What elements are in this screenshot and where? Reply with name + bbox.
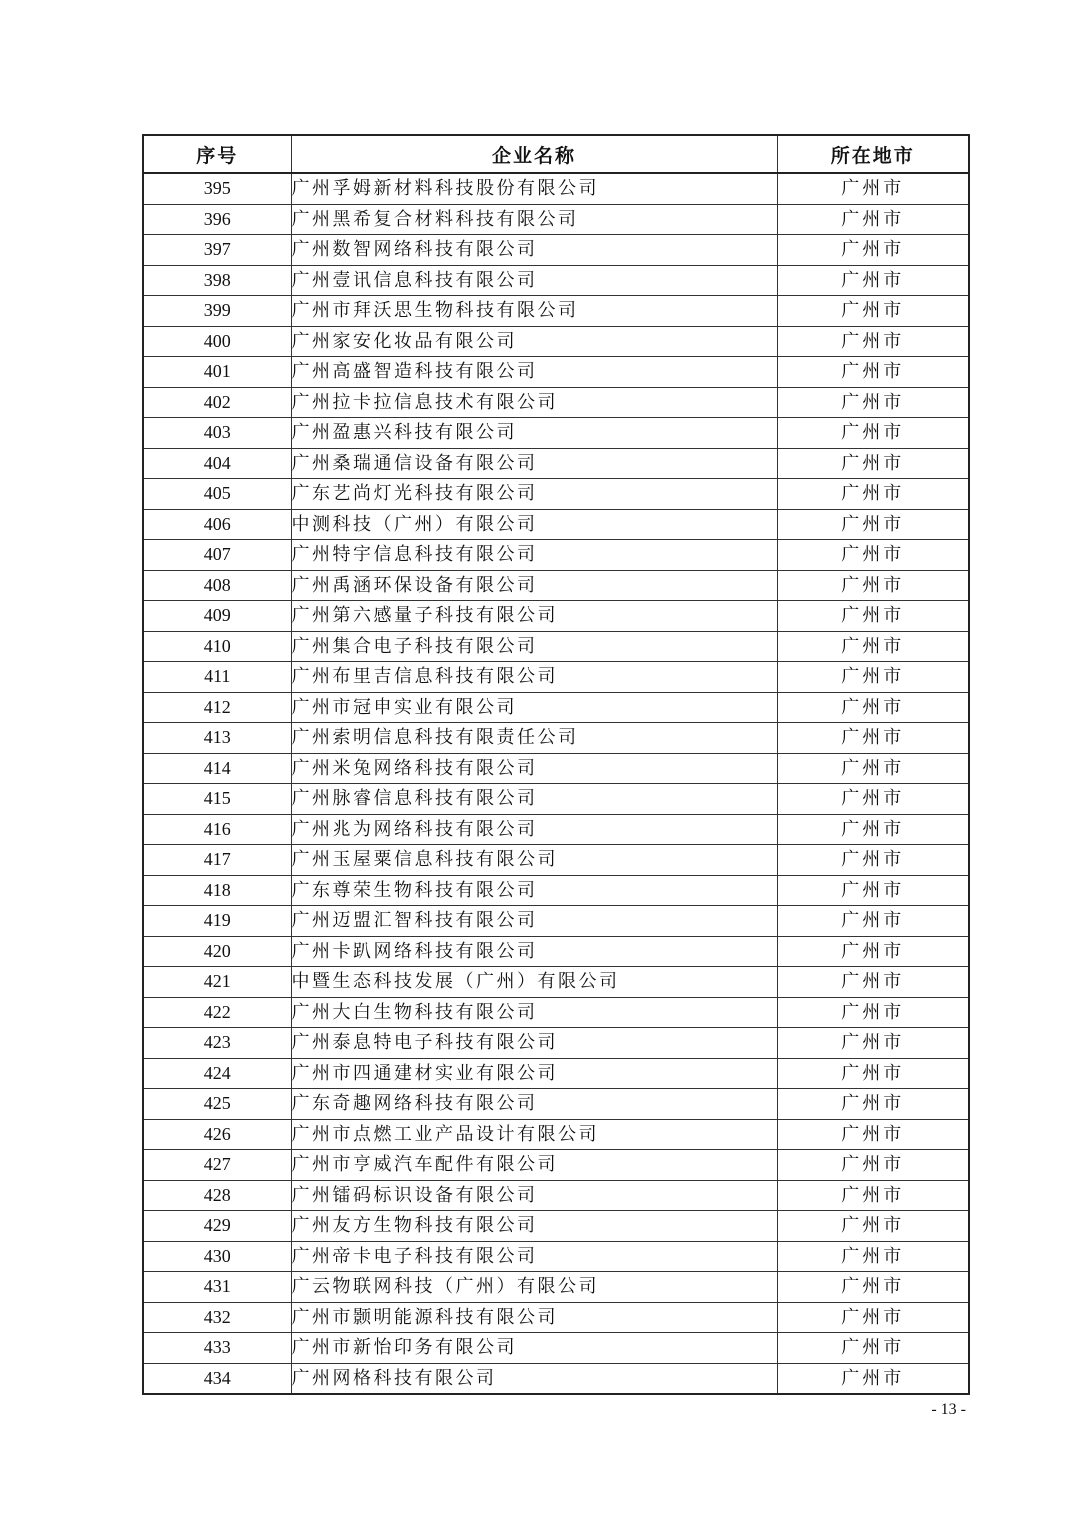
row-index: 399 xyxy=(143,296,291,327)
row-city: 广州市 xyxy=(777,265,969,296)
row-index: 409 xyxy=(143,601,291,632)
table-row xyxy=(143,692,969,723)
row-city: 广州市 xyxy=(777,1058,969,1089)
row-index: 426 xyxy=(143,1119,291,1150)
table-row xyxy=(143,1119,969,1150)
table-row xyxy=(143,1302,969,1333)
row-index: 408 xyxy=(143,570,291,601)
header-city: 所在地市 xyxy=(777,135,969,173)
row-name: 广州市拜沃思生物科技有限公司 xyxy=(291,296,777,327)
row-index: 405 xyxy=(143,479,291,510)
row-name: 中暨生态科技发展（广州）有限公司 xyxy=(291,967,777,998)
table-row xyxy=(143,723,969,754)
row-city: 广州市 xyxy=(777,662,969,693)
table-row xyxy=(143,1089,969,1120)
row-city: 广州市 xyxy=(777,753,969,784)
row-city: 广州市 xyxy=(777,1363,969,1394)
row-name: 广州泰息特电子科技有限公司 xyxy=(291,1028,777,1059)
row-city: 广州市 xyxy=(777,570,969,601)
row-name: 广州壹讯信息科技有限公司 xyxy=(291,265,777,296)
row-name: 广州拉卡拉信息技术有限公司 xyxy=(291,387,777,418)
row-name: 广州脉睿信息科技有限公司 xyxy=(291,784,777,815)
table-row xyxy=(143,265,969,296)
row-name: 广州玉屋粟信息科技有限公司 xyxy=(291,845,777,876)
table-row xyxy=(143,448,969,479)
table-row xyxy=(143,601,969,632)
row-index: 406 xyxy=(143,509,291,540)
table-row xyxy=(143,875,969,906)
table-row xyxy=(143,540,969,571)
row-index: 419 xyxy=(143,906,291,937)
row-index: 425 xyxy=(143,1089,291,1120)
row-name: 广州网格科技有限公司 xyxy=(291,1363,777,1394)
row-city: 广州市 xyxy=(777,1119,969,1150)
row-city: 广州市 xyxy=(777,1028,969,1059)
row-city: 广州市 xyxy=(777,1272,969,1303)
row-name: 广州高盛智造科技有限公司 xyxy=(291,357,777,388)
table-row xyxy=(143,662,969,693)
row-city: 广州市 xyxy=(777,448,969,479)
row-city: 广州市 xyxy=(777,875,969,906)
row-index: 411 xyxy=(143,662,291,693)
table-row xyxy=(143,1180,969,1211)
row-index: 401 xyxy=(143,357,291,388)
table-row xyxy=(143,997,969,1028)
table-row xyxy=(143,357,969,388)
row-name: 广州数智网络科技有限公司 xyxy=(291,235,777,266)
row-city: 广州市 xyxy=(777,723,969,754)
row-index: 398 xyxy=(143,265,291,296)
row-index: 400 xyxy=(143,326,291,357)
row-city: 广州市 xyxy=(777,1302,969,1333)
row-index: 412 xyxy=(143,692,291,723)
table-row xyxy=(143,1150,969,1181)
row-name: 广州卡趴网络科技有限公司 xyxy=(291,936,777,967)
row-city: 广州市 xyxy=(777,784,969,815)
table-row xyxy=(143,326,969,357)
row-index: 420 xyxy=(143,936,291,967)
row-name: 广州大白生物科技有限公司 xyxy=(291,997,777,1028)
row-city: 广州市 xyxy=(777,204,969,235)
row-index: 407 xyxy=(143,540,291,571)
row-name: 广州盈惠兴科技有限公司 xyxy=(291,418,777,449)
table-row xyxy=(143,509,969,540)
page-number: - 13 - xyxy=(931,1401,966,1418)
row-name: 广州市亨威汽车配件有限公司 xyxy=(291,1150,777,1181)
row-index: 417 xyxy=(143,845,291,876)
table-row xyxy=(143,1058,969,1089)
row-city: 广州市 xyxy=(777,1150,969,1181)
row-city: 广州市 xyxy=(777,1333,969,1364)
table-header-row xyxy=(143,135,969,173)
row-city: 广州市 xyxy=(777,418,969,449)
row-name: 广州桑瑞通信设备有限公司 xyxy=(291,448,777,479)
row-index: 424 xyxy=(143,1058,291,1089)
table-row xyxy=(143,1211,969,1242)
row-name: 广州家安化妆品有限公司 xyxy=(291,326,777,357)
row-name: 中测科技（广州）有限公司 xyxy=(291,509,777,540)
row-index: 434 xyxy=(143,1363,291,1394)
table-row xyxy=(143,1241,969,1272)
row-name: 广州市冠申实业有限公司 xyxy=(291,692,777,723)
row-city: 广州市 xyxy=(777,631,969,662)
row-index: 430 xyxy=(143,1241,291,1272)
row-index: 404 xyxy=(143,448,291,479)
table-row xyxy=(143,387,969,418)
table-row xyxy=(143,1272,969,1303)
table-row xyxy=(143,479,969,510)
row-city: 广州市 xyxy=(777,906,969,937)
row-index: 395 xyxy=(143,173,291,204)
table-row xyxy=(143,570,969,601)
table-row xyxy=(143,418,969,449)
row-city: 广州市 xyxy=(777,479,969,510)
row-name: 广州布里吉信息科技有限公司 xyxy=(291,662,777,693)
row-name: 广州市颢明能源科技有限公司 xyxy=(291,1302,777,1333)
table-row xyxy=(143,753,969,784)
row-name: 广州兆为网络科技有限公司 xyxy=(291,814,777,845)
table-row xyxy=(143,296,969,327)
row-index: 433 xyxy=(143,1333,291,1364)
row-name: 广州市新怡印务有限公司 xyxy=(291,1333,777,1364)
row-city: 广州市 xyxy=(777,936,969,967)
row-index: 418 xyxy=(143,875,291,906)
header-index: 序号 xyxy=(143,135,291,173)
row-index: 413 xyxy=(143,723,291,754)
table-row xyxy=(143,204,969,235)
row-name: 广州市四通建材实业有限公司 xyxy=(291,1058,777,1089)
row-name: 广东奇趣网络科技有限公司 xyxy=(291,1089,777,1120)
row-city: 广州市 xyxy=(777,540,969,571)
row-city: 广州市 xyxy=(777,997,969,1028)
row-index: 431 xyxy=(143,1272,291,1303)
row-index: 402 xyxy=(143,387,291,418)
row-index: 422 xyxy=(143,997,291,1028)
row-city: 广州市 xyxy=(777,1211,969,1242)
row-index: 414 xyxy=(143,753,291,784)
table-row xyxy=(143,814,969,845)
table-row xyxy=(143,784,969,815)
row-name: 广州帝卡电子科技有限公司 xyxy=(291,1241,777,1272)
row-index: 410 xyxy=(143,631,291,662)
row-index: 403 xyxy=(143,418,291,449)
row-city: 广州市 xyxy=(777,845,969,876)
table-row xyxy=(143,906,969,937)
row-name: 广州禹涵环保设备有限公司 xyxy=(291,570,777,601)
row-city: 广州市 xyxy=(777,326,969,357)
row-index: 423 xyxy=(143,1028,291,1059)
row-name: 广州迈盟汇智科技有限公司 xyxy=(291,906,777,937)
row-index: 415 xyxy=(143,784,291,815)
row-index: 397 xyxy=(143,235,291,266)
row-name: 广州集合电子科技有限公司 xyxy=(291,631,777,662)
row-index: 416 xyxy=(143,814,291,845)
row-city: 广州市 xyxy=(777,967,969,998)
row-name: 广云物联网科技（广州）有限公司 xyxy=(291,1272,777,1303)
row-city: 广州市 xyxy=(777,1241,969,1272)
row-name: 广州友方生物科技有限公司 xyxy=(291,1211,777,1242)
row-name: 广州米兔网络科技有限公司 xyxy=(291,753,777,784)
table-row xyxy=(143,967,969,998)
row-name: 广州市点燃工业产品设计有限公司 xyxy=(291,1119,777,1150)
row-index: 432 xyxy=(143,1302,291,1333)
row-city: 广州市 xyxy=(777,692,969,723)
row-index: 428 xyxy=(143,1180,291,1211)
row-city: 广州市 xyxy=(777,173,969,204)
row-index: 421 xyxy=(143,967,291,998)
row-city: 广州市 xyxy=(777,357,969,388)
table-body xyxy=(143,173,969,1394)
row-city: 广州市 xyxy=(777,814,969,845)
table-row xyxy=(143,845,969,876)
row-name: 广州孚姆新材料科技股份有限公司 xyxy=(291,173,777,204)
enterprise-table xyxy=(142,134,970,1395)
row-index: 429 xyxy=(143,1211,291,1242)
row-city: 广州市 xyxy=(777,235,969,266)
table-row xyxy=(143,631,969,662)
header-name: 企业名称 xyxy=(291,135,777,173)
table-row xyxy=(143,235,969,266)
row-city: 广州市 xyxy=(777,1180,969,1211)
row-name: 广州特宇信息科技有限公司 xyxy=(291,540,777,571)
row-city: 广州市 xyxy=(777,387,969,418)
table-row xyxy=(143,173,969,204)
table-row xyxy=(143,1028,969,1059)
row-name: 广东尊荣生物科技有限公司 xyxy=(291,875,777,906)
row-city: 广州市 xyxy=(777,601,969,632)
row-index: 396 xyxy=(143,204,291,235)
row-name: 广东艺尚灯光科技有限公司 xyxy=(291,479,777,510)
row-name: 广州索明信息科技有限责任公司 xyxy=(291,723,777,754)
table-row xyxy=(143,1333,969,1364)
row-index: 427 xyxy=(143,1150,291,1181)
row-name: 广州第六感量子科技有限公司 xyxy=(291,601,777,632)
row-city: 广州市 xyxy=(777,1089,969,1120)
table-row xyxy=(143,936,969,967)
row-name: 广州黑希复合材料科技有限公司 xyxy=(291,204,777,235)
row-city: 广州市 xyxy=(777,296,969,327)
row-city: 广州市 xyxy=(777,509,969,540)
row-name: 广州镭码标识设备有限公司 xyxy=(291,1180,777,1211)
table-row xyxy=(143,1363,969,1394)
